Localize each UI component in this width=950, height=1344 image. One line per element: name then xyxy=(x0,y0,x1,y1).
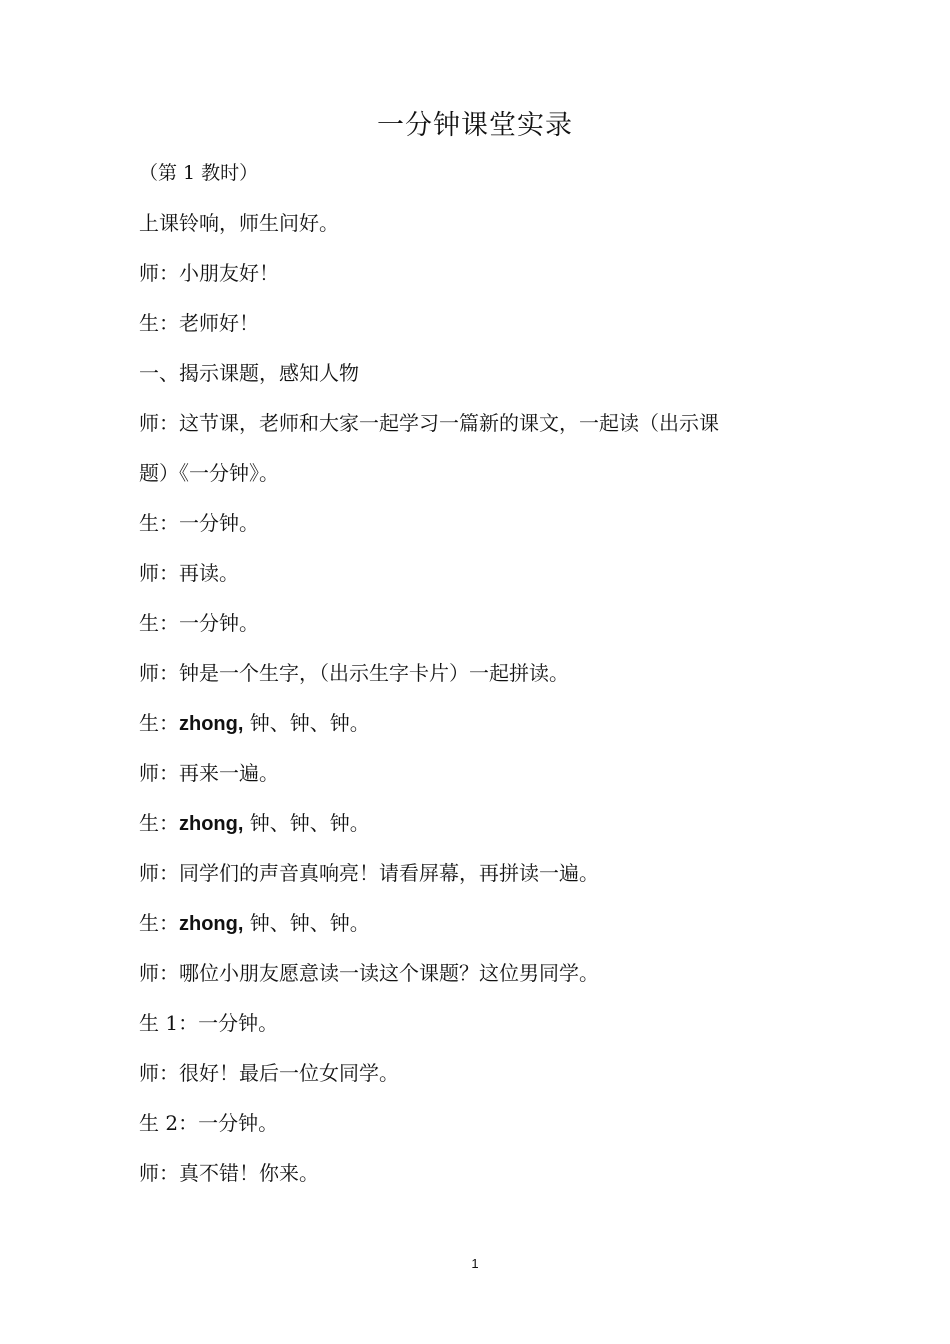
line-text: 钟、钟、钟。 xyxy=(243,711,370,735)
speaker-label: 生： xyxy=(139,311,179,335)
speaker-label: 师： xyxy=(139,411,179,435)
speaker-label: 师： xyxy=(139,1061,179,1085)
transcript-body xyxy=(139,198,799,1198)
transcript-line xyxy=(139,448,799,498)
line-text: 同学们的声音真响亮！请看屏幕，再拼读一遍。 xyxy=(179,861,599,885)
speaker-label: 师： xyxy=(139,661,179,685)
line-text: 题）《一分钟》。 xyxy=(139,461,279,485)
pinyin-text: zhong, xyxy=(179,913,244,935)
speaker-label: 师： xyxy=(139,861,179,885)
transcript-line xyxy=(139,198,799,248)
transcript-line xyxy=(139,648,799,698)
transcript-line xyxy=(139,398,799,448)
transcript-lines xyxy=(139,152,799,1198)
line-text: 一分钟。 xyxy=(198,1011,279,1035)
transcript-line xyxy=(139,798,799,848)
pinyin-text: zhong, xyxy=(179,813,244,835)
line-text: 再读。 xyxy=(179,561,239,585)
line-text: 一分钟。 xyxy=(179,611,259,635)
transcript-line xyxy=(139,898,799,948)
speaker-label: 生： xyxy=(139,811,179,835)
line-text: 哪位小朋友愿意读一读这个课题？这位男同学。 xyxy=(179,961,599,985)
transcript-line xyxy=(139,1148,799,1198)
line-text: 老师好！ xyxy=(179,311,259,335)
line-text: 这节课，老师和大家一起学习一篇新的课文，一起读（出示课 xyxy=(179,411,719,435)
lesson-period: （第 1 教时） xyxy=(139,162,259,184)
speaker-label: 生 1： xyxy=(139,1011,199,1035)
line-text: 钟、钟、钟。 xyxy=(243,811,370,835)
transcript-line xyxy=(139,548,799,598)
transcript-line xyxy=(139,248,799,298)
line-text: 上课铃响，师生问好。 xyxy=(139,211,339,235)
transcript-line xyxy=(139,1048,799,1098)
line-text: 再来一遍。 xyxy=(179,761,279,785)
speaker-label: 师： xyxy=(139,761,179,785)
transcript-line xyxy=(139,598,799,648)
speaker-label: 师： xyxy=(139,561,179,585)
transcript-line xyxy=(139,298,799,348)
line-text: 一、揭示课题，感知人物 xyxy=(139,361,359,385)
line-text: 小朋友好！ xyxy=(179,261,279,285)
transcript-line xyxy=(139,1098,799,1148)
line-text: 很好！最后一位女同学。 xyxy=(179,1061,399,1085)
line-text: 一分钟。 xyxy=(179,511,259,535)
speaker-label: 生 2： xyxy=(139,1111,199,1135)
speaker-label: 生： xyxy=(139,711,179,735)
transcript-line xyxy=(139,698,799,748)
line-text: 钟、钟、钟。 xyxy=(243,911,370,935)
transcript-line xyxy=(139,998,799,1048)
speaker-label: 生： xyxy=(139,511,179,535)
document-title: 一分钟课堂实录 xyxy=(377,110,573,141)
transcript-line xyxy=(139,748,799,798)
line-text: 钟是一个生字，（出示生字卡片）一起拼读。 xyxy=(179,661,569,685)
pinyin-text: zhong, xyxy=(179,713,244,735)
transcript-line xyxy=(139,498,799,548)
line-text: 一分钟。 xyxy=(198,1111,279,1135)
transcript-line xyxy=(139,848,799,898)
transcript-line xyxy=(139,348,799,398)
speaker-label: 生： xyxy=(139,611,179,635)
speaker-label: 生： xyxy=(139,911,179,935)
speaker-label: 师： xyxy=(139,961,179,985)
transcript-line xyxy=(139,948,799,998)
speaker-label: 师： xyxy=(139,261,179,285)
speaker-label: 师： xyxy=(139,1161,179,1185)
page-number: 1 xyxy=(471,1256,479,1271)
line-text: 真不错！你来。 xyxy=(179,1161,319,1185)
